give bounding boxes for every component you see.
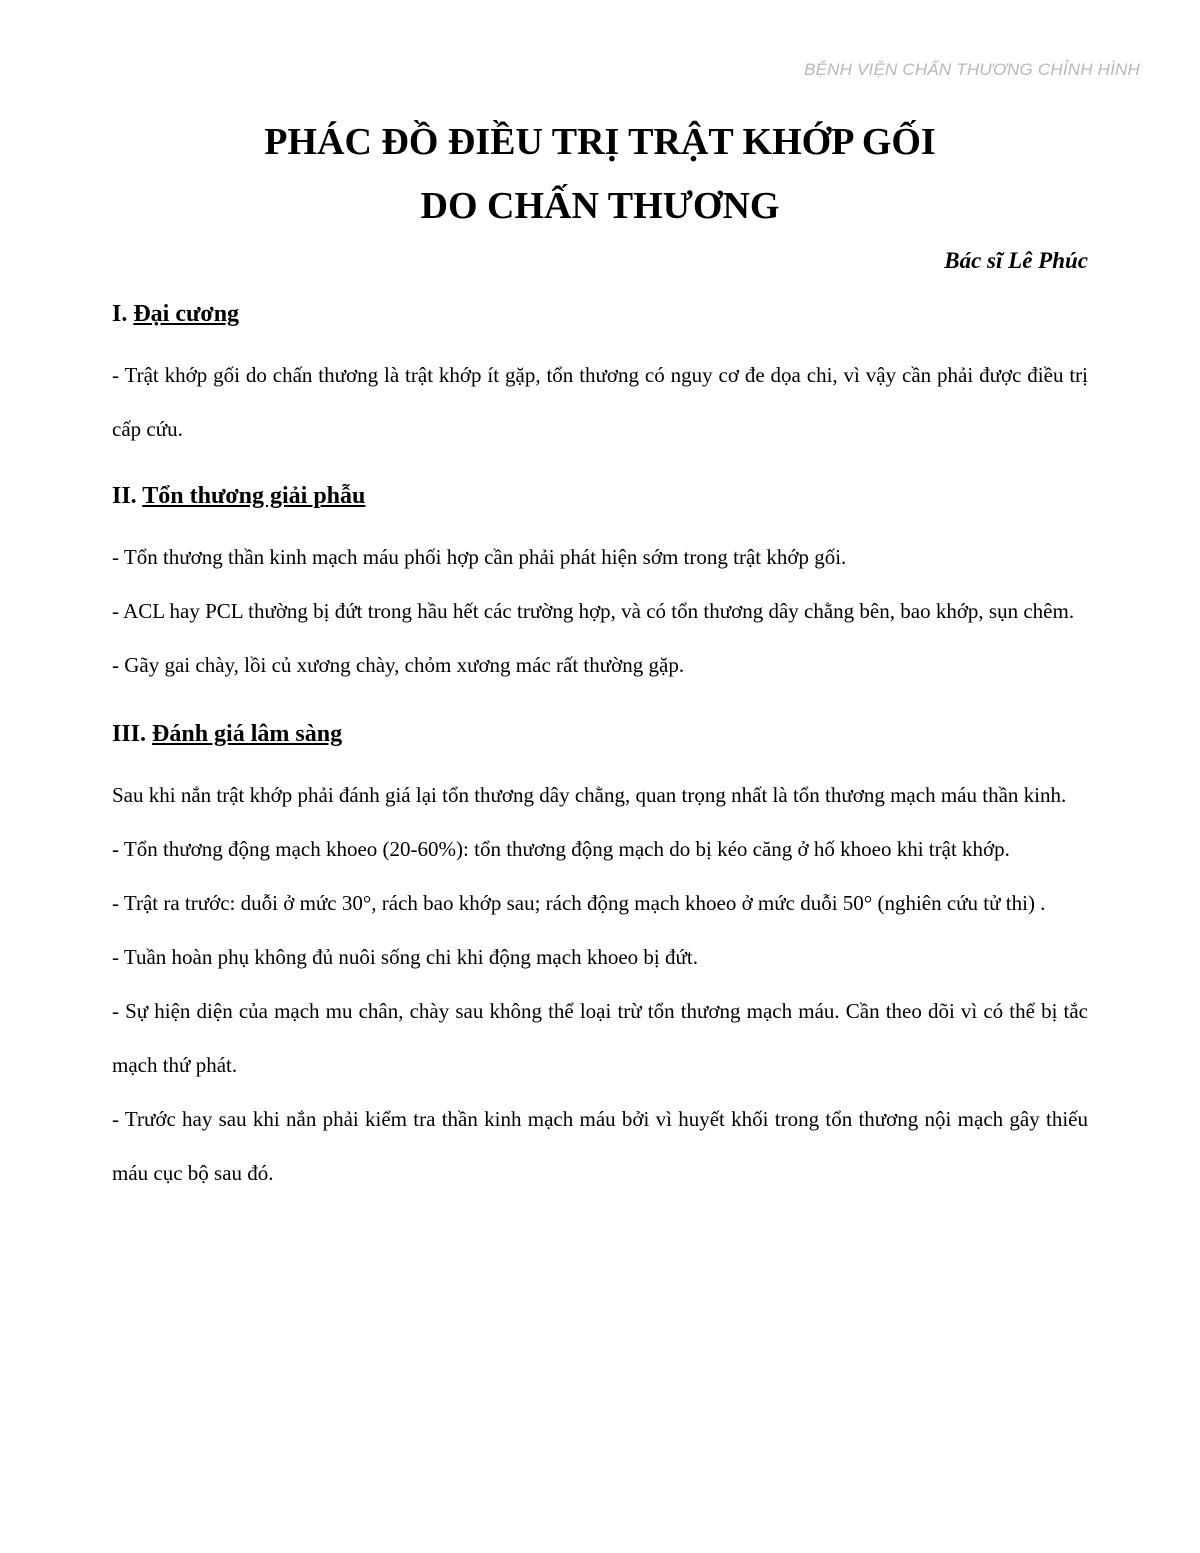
section-number: II. xyxy=(112,483,137,509)
paragraph: - Tổn thương thần kinh mạch máu phối hợp cần phải phát hiện sớm trong trật khớp gối. xyxy=(112,545,847,569)
section-number: I. xyxy=(112,301,128,327)
document-body xyxy=(112,290,1088,1200)
section-heading-3 xyxy=(112,714,1088,754)
section-heading-2 xyxy=(112,476,1088,516)
section-title: Đánh giá lâm sàng xyxy=(152,721,343,747)
section-number: III. xyxy=(112,721,147,747)
paragraph: - Tổn thương động mạch khoeo (20-60%): tổn thương động mạch do bị kéo căng ở hố khoeo khi trật khớp. xyxy=(112,837,1010,861)
title-line-2: DO CHẤN THƯƠNG xyxy=(420,185,780,227)
paragraph: - Trước hay sau khi nắn phải kiểm tra thần kinh mạch máu bởi vì huyết khối trong tổn thương nội mạch gây thiếu máu cục bộ sau đó. xyxy=(112,1107,1088,1185)
title-line-1: PHÁC ĐỒ ĐIỀU TRỊ TRẬT KHỚP GỐI xyxy=(264,121,936,163)
paragraph: - Tuần hoàn phụ không đủ nuôi sống chi khi động mạch khoeo bị đứt. xyxy=(112,945,698,969)
paragraph: - ACL hay PCL thường bị đứt trong hầu hết các trường hợp, và có tổn thương dây chằng bên, bao khớp, sụn chêm. xyxy=(112,599,1075,623)
section-heading-1 xyxy=(112,294,1088,334)
hospital-header: BỆNH VIỆN CHẤN THƯƠNG CHỈNH HÌNH xyxy=(804,60,1140,79)
paragraph: - Gãy gai chày, lồi củ xương chày, chỏm xương mác rất thường gặp. xyxy=(112,653,685,677)
paragraph: - Sự hiện diện của mạch mu chân, chày sau không thể loại trừ tổn thương mạch máu. Cần theo dõi vì có thể bị tắc mạch thứ phát. xyxy=(112,999,1088,1077)
paragraph: - Trật ra trước: duỗi ở mức 30°, rách bao khớp sau; rách động mạch khoeo ở mức duỗi 50° (nghiên cứu tử thi) . xyxy=(112,891,1046,915)
section-title: Đại cương xyxy=(133,301,240,327)
document-title xyxy=(0,110,1200,238)
paragraph: - Trật khớp gối do chấn thương là trật khớp ít gặp, tổn thương có nguy cơ đe dọa chi, vì vậy cần phải được điều trị cấp cứu. xyxy=(112,363,1088,441)
author: Bác sĩ Lê Phúc xyxy=(944,248,1088,273)
paragraph: Sau khi nắn trật khớp phải đánh giá lại tổn thương dây chằng, quan trọng nhất là tổn thương mạch máu thần kinh. xyxy=(112,783,1067,807)
section-title: Tổn thương giải phẫu xyxy=(142,483,366,509)
